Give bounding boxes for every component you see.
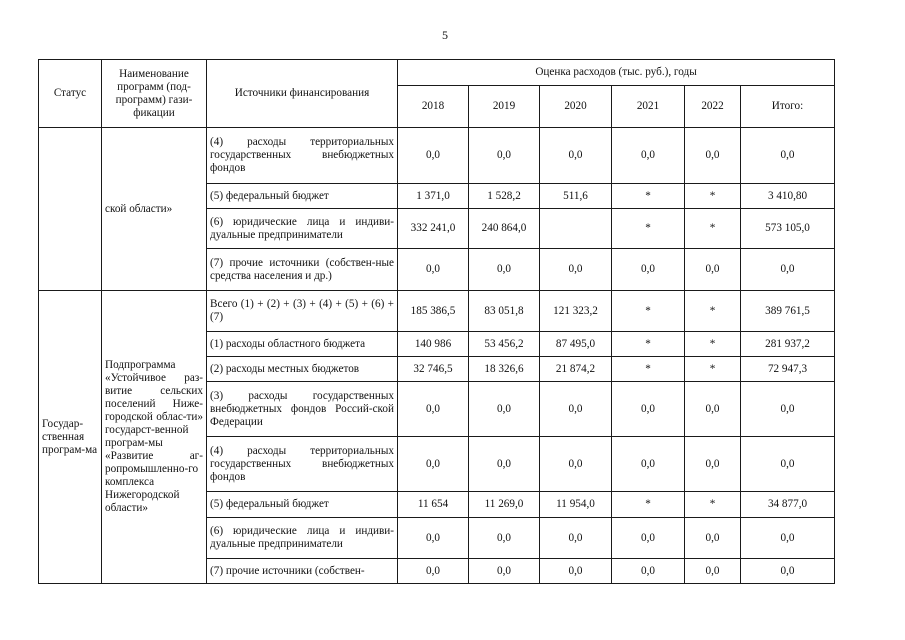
value-total: 573 105,0 — [741, 209, 835, 249]
value-2019: 11 269,0 — [469, 492, 540, 518]
value-2022: 0,0 — [685, 559, 741, 584]
value-2018: 0,0 — [398, 128, 469, 184]
funding-source: (6) юридические лица и индиви-дуальные предприниматели — [207, 518, 398, 559]
value-2019: 0,0 — [469, 128, 540, 184]
funding-source: (5) федеральный бюджет — [207, 492, 398, 518]
program-name-cell: ской области» — [102, 128, 207, 291]
funding-source: (2) расходы местных бюджетов — [207, 357, 398, 382]
table-row — [39, 128, 835, 184]
funding-source: (4) расходы территориальных государственных внебюджетных фондов — [207, 128, 398, 184]
header-year-2021: 2021 — [612, 86, 685, 128]
value-2020: 511,6 — [540, 184, 612, 209]
funding-source: Всего (1) + (2) + (3) + (4) + (5) + (6) + (7) — [207, 291, 398, 332]
header-year-2019: 2019 — [469, 86, 540, 128]
budget-table — [38, 59, 835, 584]
value-total: 0,0 — [741, 559, 835, 584]
value-2021: * — [612, 209, 685, 249]
value-2018: 0,0 — [398, 518, 469, 559]
value-2019: 240 864,0 — [469, 209, 540, 249]
value-2022: * — [685, 209, 741, 249]
funding-source: (4) расходы территориальных государственных внебюджетных фондов — [207, 437, 398, 492]
page-number: 5 — [442, 28, 448, 42]
value-total: 0,0 — [741, 382, 835, 437]
value-2020: 0,0 — [540, 518, 612, 559]
funding-source: (1) расходы областного бюджета — [207, 332, 398, 357]
header-program-name: Наименование программ (под-программ) гази-фикации — [102, 60, 207, 128]
value-2020: 0,0 — [540, 128, 612, 184]
funding-source: (7) прочие источники (собствен- — [207, 559, 398, 584]
status-cell — [39, 128, 102, 291]
value-2020: 0,0 — [540, 437, 612, 492]
value-2022: 0,0 — [685, 382, 741, 437]
value-2022: * — [685, 332, 741, 357]
value-total: 281 937,2 — [741, 332, 835, 357]
table-row — [39, 291, 835, 332]
header-year-2018: 2018 — [398, 86, 469, 128]
value-2018: 185 386,5 — [398, 291, 469, 332]
value-2020: 11 954,0 — [540, 492, 612, 518]
header-year-2020: 2020 — [540, 86, 612, 128]
value-2019: 18 326,6 — [469, 357, 540, 382]
funding-source: (7) прочие источники (собствен-ные средства населения и др.) — [207, 249, 398, 291]
value-2019: 83 051,8 — [469, 291, 540, 332]
header-funding-sources: Источники финансирования — [207, 60, 398, 128]
value-total: 0,0 — [741, 437, 835, 492]
value-2021: 0,0 — [612, 559, 685, 584]
program-name-cell: Подпрограмма «Устойчивое раз-витие сельских поселений Ниже-городской облас-ти» государст-венной програм-мы «Развитие аг-ропромышленно-го комплекса Нижегородской области» — [102, 291, 207, 584]
value-2022: 0,0 — [685, 518, 741, 559]
value-2019: 0,0 — [469, 518, 540, 559]
value-total: 389 761,5 — [741, 291, 835, 332]
funding-source: (6) юридические лица и индиви-дуальные предприниматели — [207, 209, 398, 249]
value-2018: 0,0 — [398, 437, 469, 492]
value-2021: * — [612, 357, 685, 382]
value-2021: 0,0 — [612, 249, 685, 291]
value-2018: 0,0 — [398, 382, 469, 437]
value-2018: 32 746,5 — [398, 357, 469, 382]
header-cost-estimate: Оценка расходов (тыс. руб.), годы — [398, 60, 835, 86]
value-2022: 0,0 — [685, 128, 741, 184]
header-year-2022: 2022 — [685, 86, 741, 128]
status-cell: Государ-ственная програм-ма — [39, 291, 102, 584]
header-status: Статус — [39, 60, 102, 128]
value-2018: 1 371,0 — [398, 184, 469, 209]
value-2021: 0,0 — [612, 128, 685, 184]
value-2021: * — [612, 332, 685, 357]
value-2020: 87 495,0 — [540, 332, 612, 357]
value-2022: * — [685, 291, 741, 332]
value-total: 0,0 — [741, 249, 835, 291]
value-2021: 0,0 — [612, 382, 685, 437]
value-2022: * — [685, 357, 741, 382]
value-2018: 0,0 — [398, 559, 469, 584]
header-row — [39, 60, 835, 86]
value-2022: 0,0 — [685, 249, 741, 291]
value-2019: 1 528,2 — [469, 184, 540, 209]
value-total: 34 877,0 — [741, 492, 835, 518]
value-2022: * — [685, 184, 741, 209]
header-total: Итого: — [741, 86, 835, 128]
value-2022: * — [685, 492, 741, 518]
value-2020 — [540, 209, 612, 249]
value-2020: 121 323,2 — [540, 291, 612, 332]
value-2020: 0,0 — [540, 382, 612, 437]
value-2019: 53 456,2 — [469, 332, 540, 357]
value-total: 3 410,80 — [741, 184, 835, 209]
value-2021: 0,0 — [612, 437, 685, 492]
value-2019: 0,0 — [469, 382, 540, 437]
value-2020: 21 874,2 — [540, 357, 612, 382]
value-2018: 0,0 — [398, 249, 469, 291]
value-2021: * — [612, 291, 685, 332]
funding-source: (5) федеральный бюджет — [207, 184, 398, 209]
value-total: 0,0 — [741, 518, 835, 559]
value-2020: 0,0 — [540, 249, 612, 291]
value-2021: 0,0 — [612, 518, 685, 559]
value-2019: 0,0 — [469, 249, 540, 291]
value-2018: 140 986 — [398, 332, 469, 357]
value-2021: * — [612, 492, 685, 518]
value-2021: * — [612, 184, 685, 209]
value-2020: 0,0 — [540, 559, 612, 584]
value-2022: 0,0 — [685, 437, 741, 492]
value-2019: 0,0 — [469, 437, 540, 492]
value-2019: 0,0 — [469, 559, 540, 584]
funding-source: (3) расходы государственных внебюджетных фондов Россий-ской Федерации — [207, 382, 398, 437]
value-total: 0,0 — [741, 128, 835, 184]
value-2018: 332 241,0 — [398, 209, 469, 249]
value-2018: 11 654 — [398, 492, 469, 518]
value-total: 72 947,3 — [741, 357, 835, 382]
